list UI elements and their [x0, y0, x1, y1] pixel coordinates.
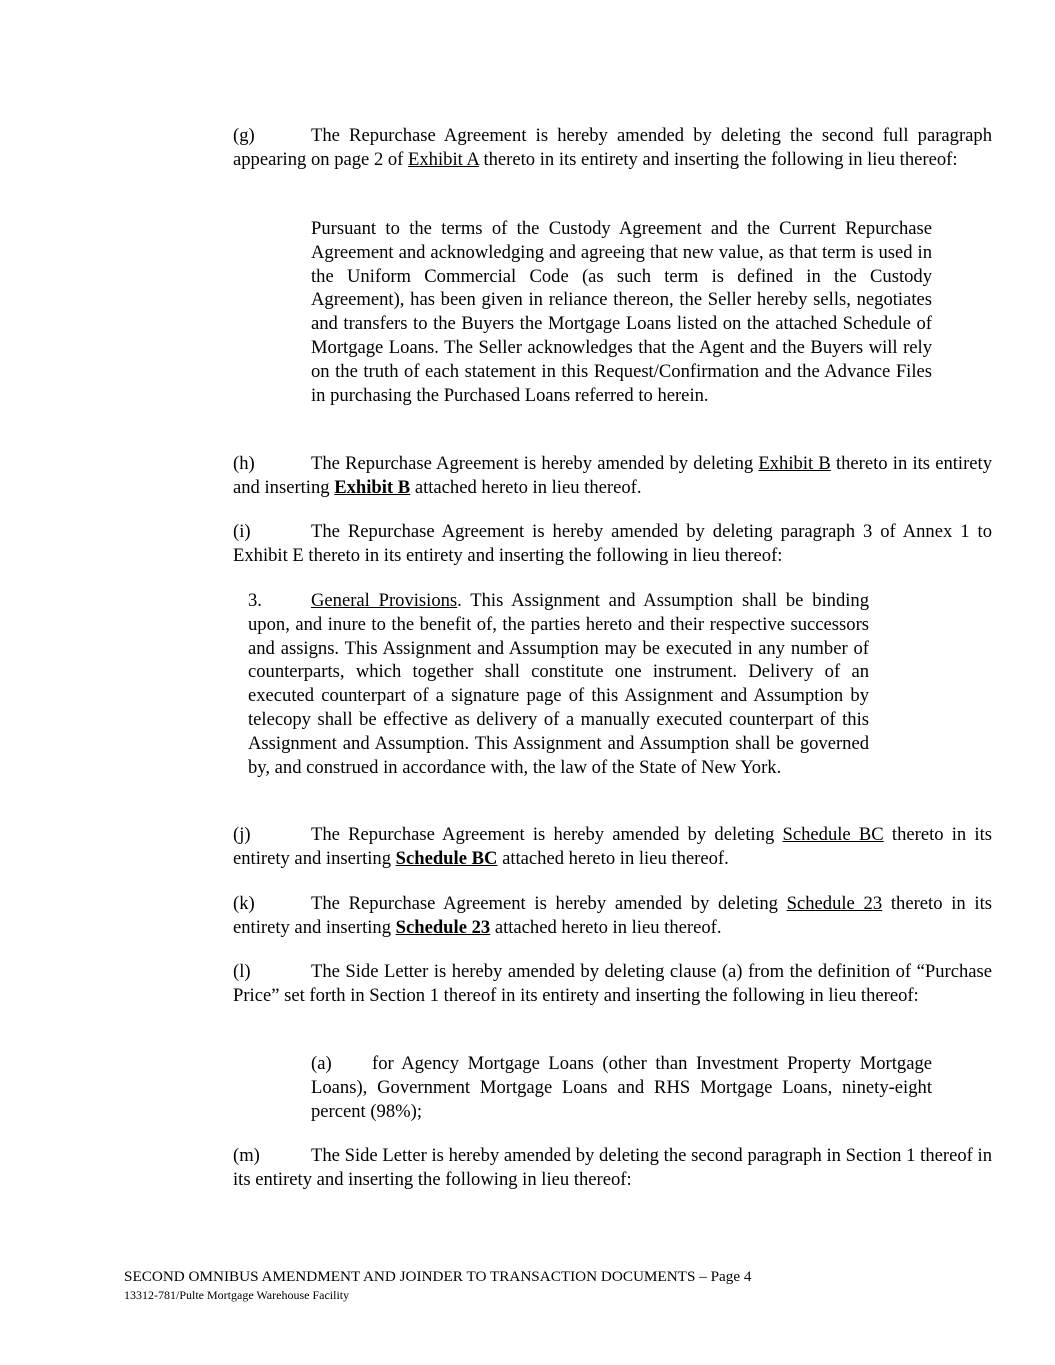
exhibit-a-reference: Exhibit A	[408, 148, 479, 170]
paragraph-label: (i)	[233, 521, 251, 542]
paragraph-text: The Repurchase Agreement is hereby amended by deleting	[311, 453, 759, 474]
schedule-23-reference: Schedule 23	[786, 893, 883, 914]
paragraph-text: The Repurchase Agreement is hereby amended by deleting paragraph 3 of Annex 1 to Exhibit E thereto in its entirety and inserting the following in lieu thereof:	[233, 521, 992, 566]
paragraph-text: The Repurchase Agreement is hereby amended by deleting the second full paragraph appearing on page 2 of	[233, 125, 992, 170]
paragraph-text: attached hereto in lieu thereof.	[490, 916, 722, 938]
exhibit-b-bold-reference: Exhibit B	[334, 476, 411, 498]
paragraph-label: (j)	[233, 824, 251, 845]
paragraph-text: The Side Letter is hereby amended by deleting the second paragraph in Section 1 thereof in its entirety and inserting the following in lieu thereof:	[233, 1145, 992, 1190]
paragraph-h	[172, 452, 992, 500]
paragraph-text: The Repurchase Agreement is hereby amended by deleting	[311, 893, 787, 914]
paragraph-label: (h)	[233, 453, 255, 474]
quoted-block-i	[248, 589, 869, 779]
paragraph-text: attached hereto in lieu thereof.	[497, 847, 729, 869]
quoted-block-l	[248, 1052, 932, 1123]
paragraph-text: attached hereto in lieu thereof.	[410, 476, 642, 498]
paragraph-i	[172, 520, 992, 568]
paragraph-g	[172, 124, 992, 172]
schedule-23-bold-reference: Schedule 23	[395, 916, 491, 938]
quoted-text: for Agency Mortgage Loans (other than Investment Property Mortgage Loans), Government Mortgage Loans and RHS Mortgage Loans, ninety-eight percent (98%);	[311, 1053, 932, 1122]
quoted-text: . This Assignment and Assumption shall be binding upon, and inure to the benefit of, the parties hereto and their respective successors and assigns. This Assignment and Assumption may be executed in any number of counterparts, which together shall constitute one instrument. Delivery of an executed counterpart of a signature page of this Assignment and Assumption by telecopy shall be effective as delivery of a manually executed counterpart of this Assignment and Assumption. This Assignment and Assumption shall be governed by, and construed in accordance with, the law of the State of New York.	[248, 590, 870, 778]
paragraph-text: thereto in its entirety and inserting	[233, 824, 992, 869]
paragraph-label: (l)	[233, 961, 251, 982]
provision-heading: General Provisions	[311, 590, 458, 611]
paragraph-text: thereto in its entirety and inserting the following in lieu thereof:	[478, 148, 958, 170]
paragraph-text: thereto in its entirety and inserting	[233, 893, 992, 938]
exhibit-b-reference: Exhibit B	[758, 453, 831, 474]
quoted-text: Pursuant to the terms of the Custody Agreement and the Current Repurchase Agreement and acknowledging and agreeing that new value, as that term is used in the Uniform Commercial Code (as such term is defined in the Custody Agreement), has been given in reliance thereon, the Seller hereby sells, negotiates and transfers to the Buyers the Mortgage Loans listed on the attached Schedule of Mortgage Loans. The Seller acknowledges that the Agent and the Buyers will rely on the truth of each statement in this Request/Confirmation and the Advance Files in purchasing the Purchased Loans referred to herein.	[311, 218, 932, 406]
paragraph-j	[172, 823, 992, 871]
paragraph-l	[172, 960, 992, 1008]
footer-title: SECOND OMNIBUS AMENDMENT AND JOINDER TO TRANSACTION DOCUMENTS – Page 4	[124, 1268, 752, 1285]
schedule-bc-reference: Schedule BC	[782, 824, 884, 845]
paragraph-text: The Side Letter is hereby amended by deleting clause (a) from the definition of “Purchase Price” set forth in Section 1 thereof in its entirety and inserting the following in lieu thereof:	[233, 961, 992, 1006]
paragraph-m	[172, 1144, 992, 1192]
clause-label: (a)	[311, 1053, 332, 1074]
footer-document-id: 13312-781/Pulte Mortgage Warehouse Facility	[124, 1288, 350, 1302]
paragraph-text: thereto in its entirety and inserting	[233, 453, 993, 498]
paragraph-label: (g)	[233, 125, 255, 146]
paragraph-label: (m)	[233, 1145, 260, 1166]
paragraph-text: The Repurchase Agreement is hereby amended by deleting	[311, 824, 783, 845]
quoted-block-g	[248, 217, 932, 407]
paragraph-k	[172, 892, 992, 940]
paragraph-label: (k)	[233, 893, 255, 914]
schedule-bc-bold-reference: Schedule BC	[395, 847, 498, 869]
provision-number: 3.	[248, 590, 262, 611]
